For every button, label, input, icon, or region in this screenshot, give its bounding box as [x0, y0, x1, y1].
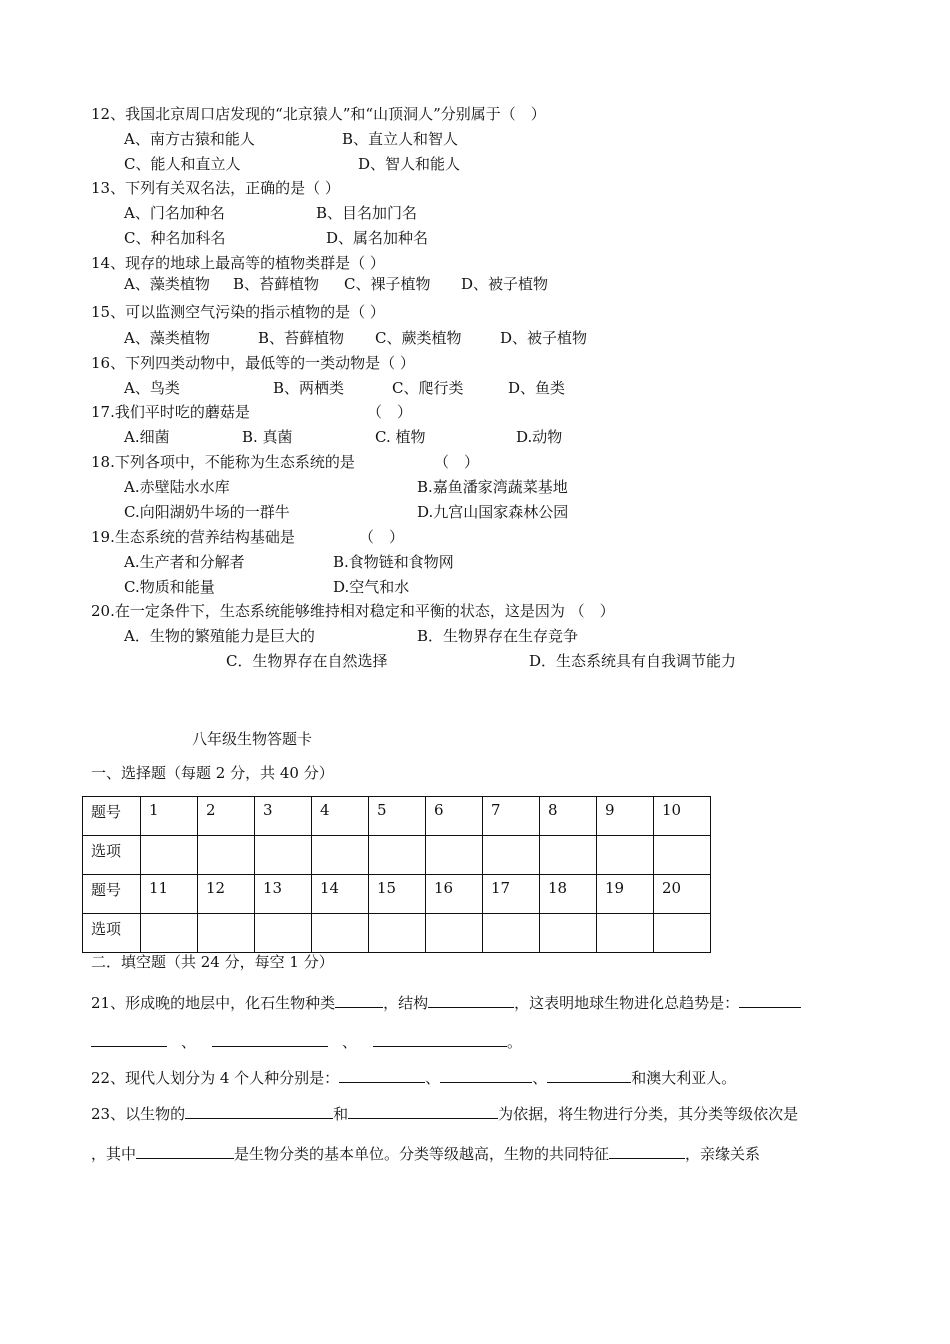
- q16-option-d: D、鱼类: [508, 379, 566, 397]
- q23-line-2: [91, 1144, 760, 1164]
- q20-option-b: B．生物界存在生存竞争: [417, 627, 579, 645]
- q12-option-c: C、能人和直立人: [124, 155, 241, 173]
- q23-text-f: ，亲缘关系: [685, 1145, 761, 1163]
- q18-option-d: D.九宫山国家森林公园: [417, 503, 569, 521]
- q17-option-a: A.细菌: [124, 428, 170, 446]
- number-cell: 11: [141, 875, 198, 914]
- q23-blank[interactable]: [136, 1144, 234, 1159]
- number-cell: 5: [369, 797, 426, 836]
- q16-option-b: B、两栖类: [273, 379, 345, 397]
- q16-stem: 16、下列四类动物中，最低等的一类动物是（ ）: [91, 354, 415, 372]
- number-cell: 8: [540, 797, 597, 836]
- q21-text-a: 21、形成晚的地层中，化石生物种类: [91, 994, 336, 1012]
- q13-option-c: C、种名加科名: [124, 229, 226, 247]
- answer-cell[interactable]: [654, 914, 711, 953]
- q18-option-b: B.嘉鱼潘家湾蔬菜基地: [417, 478, 568, 496]
- q21-text-c: ，这表明地球生物进化总趋势是：: [514, 994, 740, 1012]
- q22-blank[interactable]: [339, 1068, 425, 1083]
- number-cell: 17: [483, 875, 540, 914]
- number-cell: 18: [540, 875, 597, 914]
- q20-option-d: D．生态系统具有自我调节能力: [529, 652, 737, 670]
- answer-cell[interactable]: [426, 836, 483, 875]
- q19-option-d: D.空气和水: [333, 578, 410, 596]
- q21-blank[interactable]: [91, 1032, 167, 1047]
- q12-stem: 12、我国北京周口店发现的“北京猿人”和“山顶洞人”分别属于（ ）: [91, 105, 546, 123]
- q23-blank[interactable]: [348, 1104, 498, 1119]
- number-cell: 15: [369, 875, 426, 914]
- q21-end: 。: [507, 1033, 523, 1051]
- q17-option-d: D.动物: [516, 428, 563, 446]
- answer-cell[interactable]: [540, 836, 597, 875]
- answer-table-row-numbers-2: [83, 875, 711, 914]
- q15-option-d: D、被子植物: [500, 329, 588, 347]
- answer-cell[interactable]: [198, 836, 255, 875]
- answer-cell[interactable]: [312, 914, 369, 953]
- q17-option-b: B. 真菌: [242, 428, 293, 446]
- answer-table: [82, 796, 711, 953]
- q22-text-a: 22、现代人划分为 4 个人种分别是：: [91, 1069, 340, 1087]
- number-cell: 9: [597, 797, 654, 836]
- q22-sep: 、: [532, 1069, 548, 1087]
- q19-stem: 19.生态系统的营养结构基础是: [91, 528, 295, 546]
- number-cell: 13: [255, 875, 312, 914]
- q17-stem: 17.我们平时吃的蘑菇是: [91, 403, 250, 421]
- q20-option-a: A．生物的繁殖能力是巨大的: [124, 627, 315, 645]
- number-cell: 19: [597, 875, 654, 914]
- q13-stem: 13、下列有关双名法，正确的是（ ）: [91, 179, 340, 197]
- q21-blank[interactable]: [373, 1032, 507, 1047]
- q23-text-c: 为依据，将生物进行分类，其分类等级依次是: [498, 1105, 799, 1123]
- label-number: 题号: [83, 875, 141, 914]
- answer-cell[interactable]: [255, 914, 312, 953]
- q18-bracket: （ ）: [434, 453, 480, 471]
- answer-cell[interactable]: [483, 836, 540, 875]
- q19-bracket: （ ）: [359, 528, 405, 546]
- q23-line-1: [91, 1104, 798, 1124]
- q21-line-2: [91, 1032, 522, 1052]
- q21-sep: 、: [181, 1033, 197, 1051]
- answer-card-title: 八年级生物答题卡: [192, 730, 313, 748]
- label-number: 题号: [83, 797, 141, 836]
- number-cell: 16: [426, 875, 483, 914]
- q13-option-a: A、门名加种名: [124, 204, 225, 222]
- q19-option-b: B.食物链和食物网: [333, 553, 454, 571]
- q16-option-c: C、爬行类: [392, 379, 464, 397]
- q22-sep: 、: [425, 1069, 441, 1087]
- answer-cell[interactable]: [369, 836, 426, 875]
- answer-cell[interactable]: [141, 914, 198, 953]
- q15-option-c: C、蕨类植物: [375, 329, 462, 347]
- q12-option-d: D、智人和能人: [358, 155, 461, 173]
- section-choice-heading: 一、选择题（每题 2 分，共 40 分）: [91, 764, 334, 782]
- answer-cell[interactable]: [540, 914, 597, 953]
- answer-cell[interactable]: [198, 914, 255, 953]
- q23-text-e: 是生物分类的基本单位。分类等级越高，生物的共同特征: [234, 1145, 610, 1163]
- number-cell: 10: [654, 797, 711, 836]
- q21-blank[interactable]: [335, 993, 383, 1008]
- answer-cell[interactable]: [369, 914, 426, 953]
- q17-option-c: C. 植物: [375, 428, 426, 446]
- q16-option-a: A、鸟类: [124, 379, 180, 397]
- number-cell: 2: [198, 797, 255, 836]
- q14-option-b: B、苔藓植物: [233, 275, 320, 293]
- q23-blank[interactable]: [185, 1104, 333, 1119]
- number-cell: 3: [255, 797, 312, 836]
- q14-stem: 14、现存的地球上最高等的植物类群是（ ）: [91, 254, 385, 272]
- answer-cell[interactable]: [597, 836, 654, 875]
- q12-option-b: B、直立人和智人: [342, 130, 459, 148]
- q20-option-c: C．生物界存在自然选择: [226, 652, 388, 670]
- answer-cell[interactable]: [654, 836, 711, 875]
- q21-blank[interactable]: [739, 993, 801, 1008]
- number-cell: 4: [312, 797, 369, 836]
- label-option: 选项: [83, 836, 141, 875]
- answer-cell[interactable]: [312, 836, 369, 875]
- q21-line-1: [91, 993, 801, 1013]
- answer-cell[interactable]: [597, 914, 654, 953]
- number-cell: 14: [312, 875, 369, 914]
- q20-stem: 20.在一定条件下，生态系统能够维持相对稳定和平衡的状态，这是因为 （ ）: [91, 602, 615, 620]
- q15-option-a: A、藻类植物: [124, 329, 210, 347]
- q22-line: [91, 1068, 736, 1088]
- q13-option-b: B、目名加门名: [316, 204, 418, 222]
- q15-option-b: B、苔藓植物: [258, 329, 345, 347]
- q14-option-c: C、裸子植物: [344, 275, 431, 293]
- q21-blank[interactable]: [428, 993, 514, 1008]
- q15-stem: 15、可以监测空气污染的指示植物的是（ ）: [91, 303, 385, 321]
- q21-sep: 、: [342, 1033, 358, 1051]
- number-cell: 6: [426, 797, 483, 836]
- section-fill-heading: 二．填空题（共 24 分，每空 1 分）: [91, 953, 334, 971]
- q13-option-d: D、属名加种名: [326, 229, 429, 247]
- q19-option-a: A.生产者和分解者: [124, 553, 245, 571]
- q18-option-c: C.向阳湖奶牛场的一群牛: [124, 503, 290, 521]
- label-option: 选项: [83, 914, 141, 953]
- answer-cell[interactable]: [255, 836, 312, 875]
- q22-text-end: 和澳大利亚人。: [631, 1069, 737, 1087]
- q18-stem: 18.下列各项中，不能称为生态系统的是: [91, 453, 355, 471]
- q14-option-a: A、藻类植物: [124, 275, 210, 293]
- q14-option-d: D、被子植物: [461, 275, 549, 293]
- answer-cell[interactable]: [141, 836, 198, 875]
- q21-blank[interactable]: [212, 1032, 328, 1047]
- q19-option-c: C.物质和能量: [124, 578, 215, 596]
- number-cell: 12: [198, 875, 255, 914]
- answer-table-row-options-1: [83, 836, 711, 875]
- q23-text-a: 23、以生物的: [91, 1105, 186, 1123]
- answer-cell[interactable]: [426, 914, 483, 953]
- q22-blank[interactable]: [547, 1068, 631, 1083]
- q12-option-a: A、南方古猿和能人: [124, 130, 255, 148]
- q23-text-b: 和: [333, 1105, 349, 1123]
- q21-text-b: ，结构: [383, 994, 429, 1012]
- answer-table-row-options-2: [83, 914, 711, 953]
- q23-blank[interactable]: [609, 1144, 685, 1159]
- q17-bracket: （ ）: [367, 403, 413, 421]
- number-cell: 7: [483, 797, 540, 836]
- number-cell: 20: [654, 875, 711, 914]
- q23-text-d: ，其中: [91, 1145, 137, 1163]
- q18-option-a: A.赤壁陆水水库: [124, 478, 230, 496]
- number-cell: 1: [141, 797, 198, 836]
- answer-cell[interactable]: [483, 914, 540, 953]
- q22-blank[interactable]: [440, 1068, 532, 1083]
- answer-table-row-numbers-1: [83, 797, 711, 836]
